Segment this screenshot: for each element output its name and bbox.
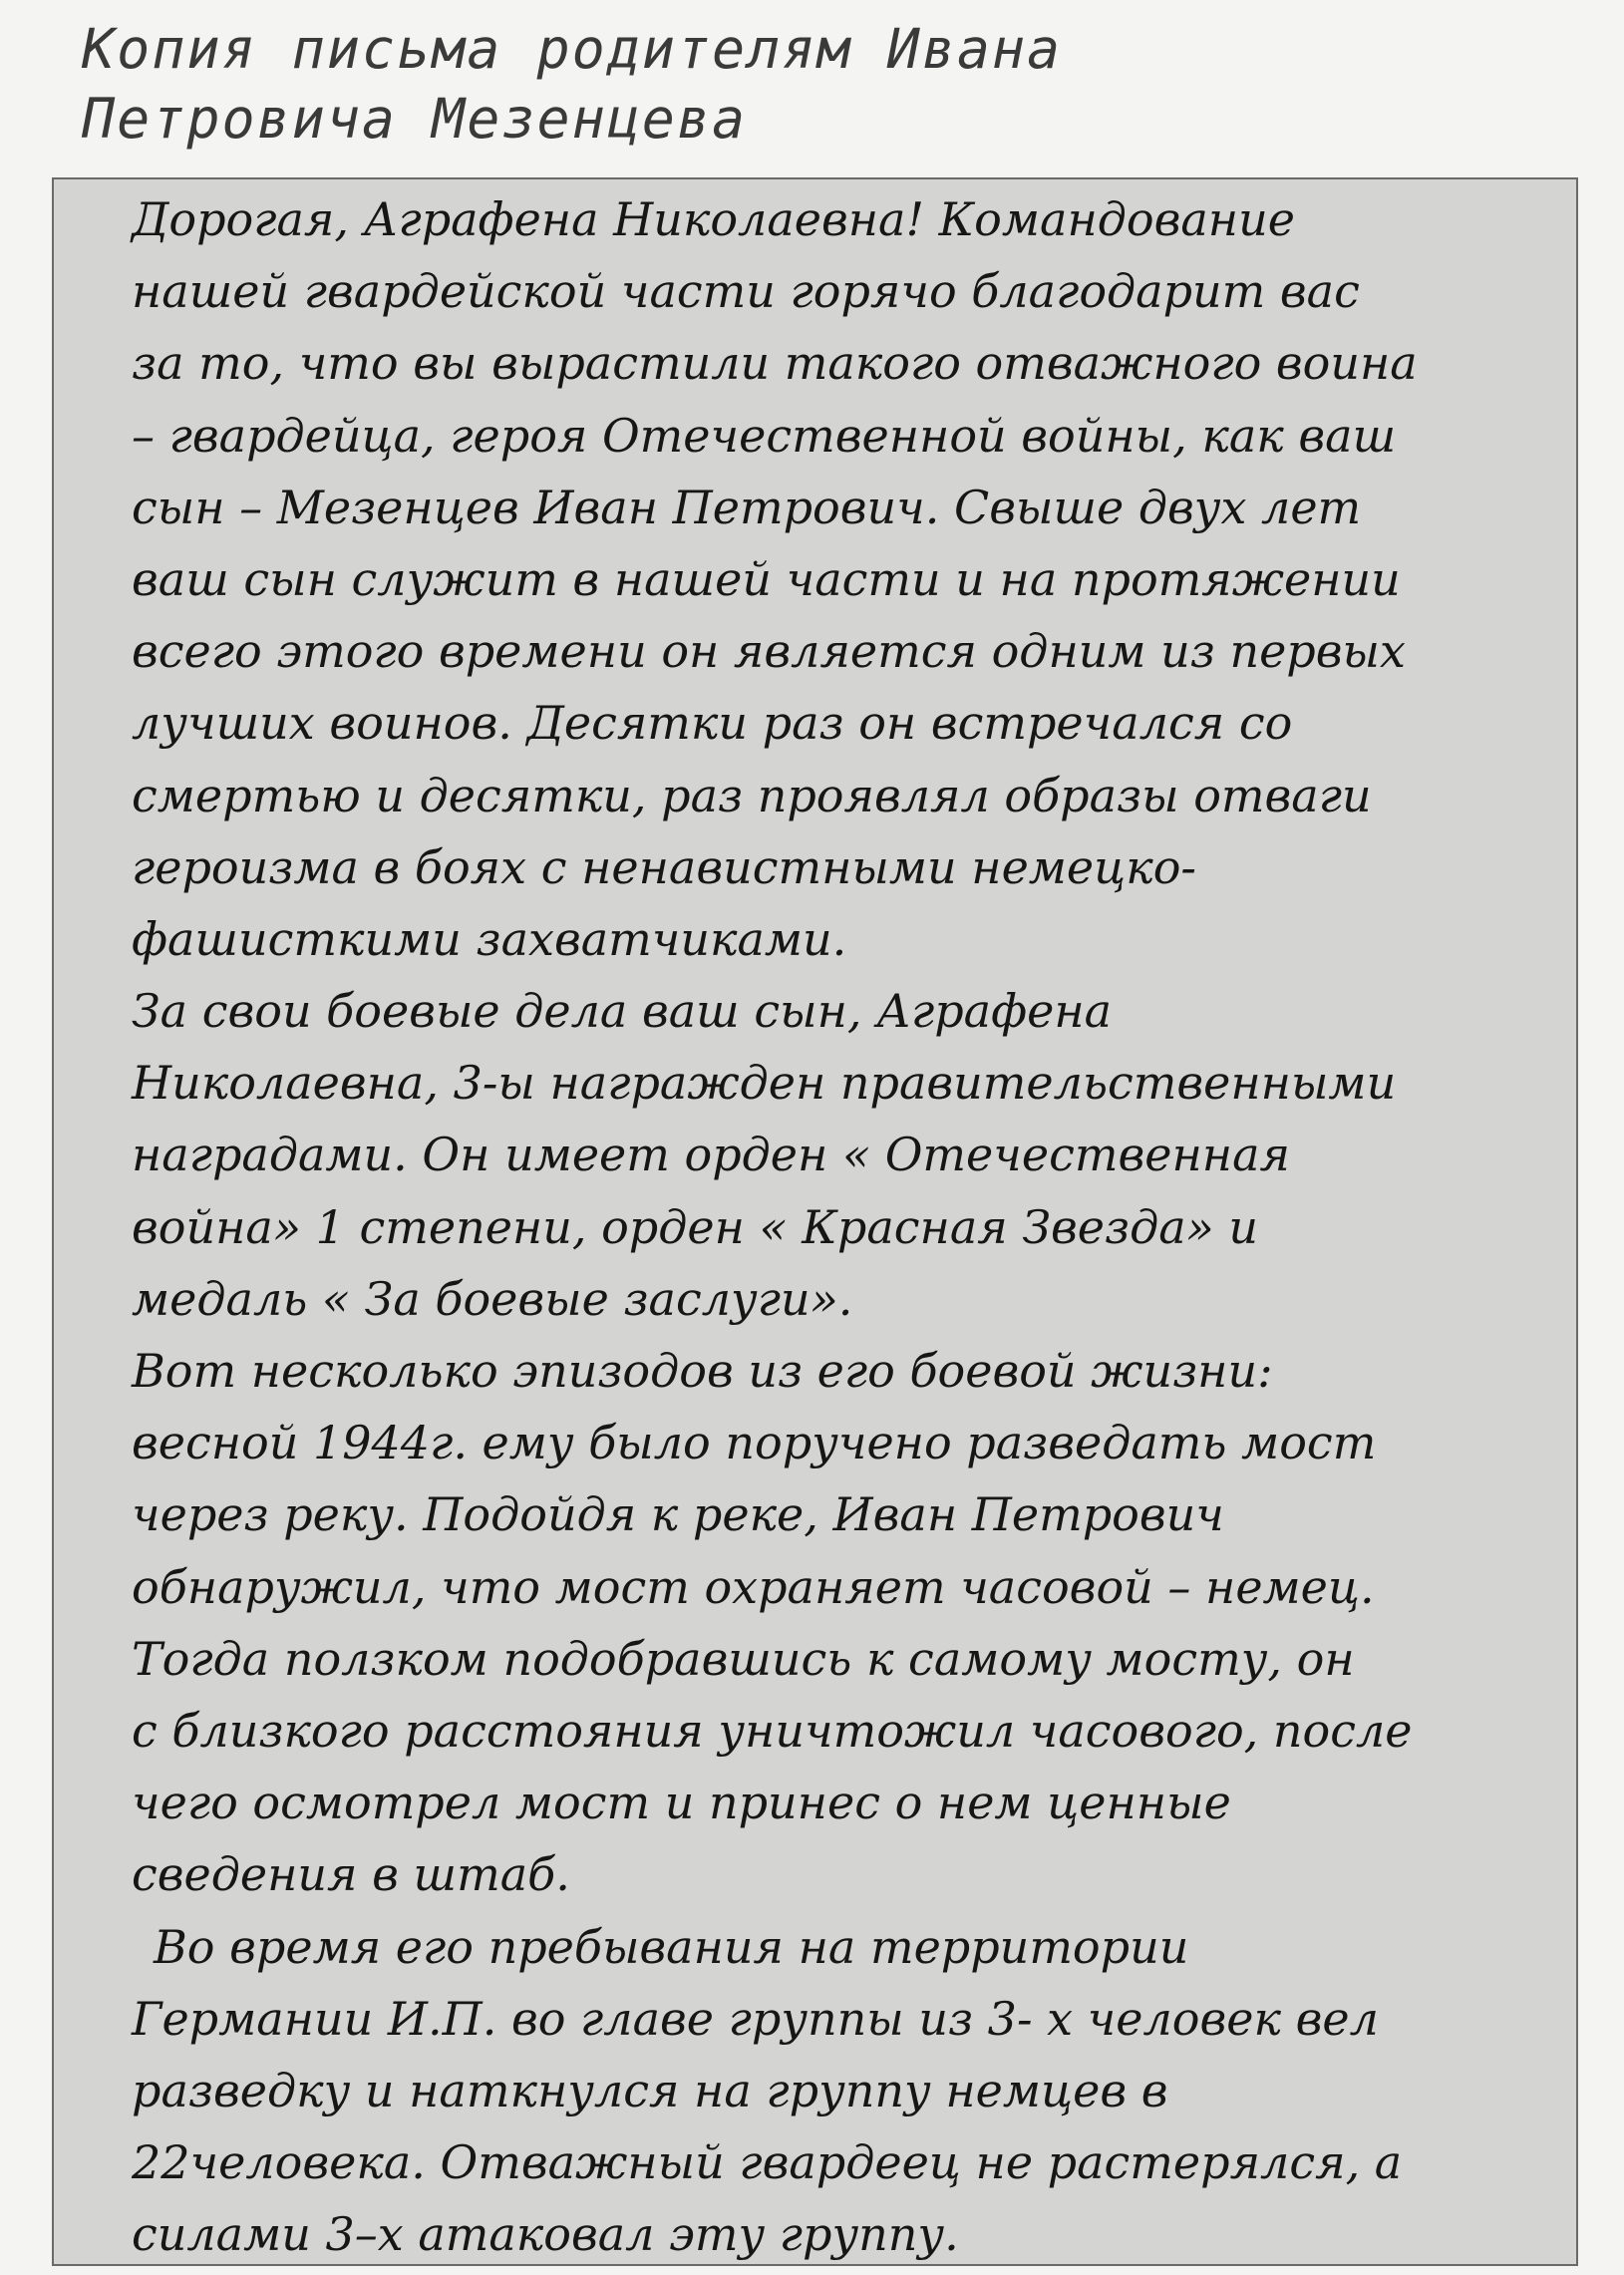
letter-line: через реку. Подойдя к реке, Иван Петрович bbox=[132, 1487, 1224, 1542]
letter-line: с близкого расстояния уничтожил часового, после bbox=[132, 1703, 1413, 1758]
letter-line: за то, что вы вырастили такого отважного воина bbox=[132, 336, 1418, 391]
letter-line: За свои боевые дела ваш сын, Аграфена bbox=[132, 984, 1113, 1039]
letter-line: Тогда ползком подобравшись к самому мосту, он bbox=[132, 1631, 1355, 1686]
letter-line: лучших воинов. Десятки раз он встречался со bbox=[132, 696, 1293, 751]
letter-line: Во время его пребывания на территории bbox=[154, 1919, 1189, 1974]
letter-line: война» 1 степени, орден « Красная Звезда» и bbox=[132, 1199, 1259, 1254]
letter-line: Дорогая, Аграфена Николаевна! Командование bbox=[132, 192, 1295, 246]
letter-line: весной 1944г. ему было поручено разведать мост bbox=[132, 1416, 1377, 1470]
letter-line: медаль « За боевые заслуги». bbox=[132, 1271, 853, 1326]
letter-line: сын – Мезенцев Иван Петрович. Свыше двух лет bbox=[132, 480, 1362, 534]
letter-line: сведения в штаб. bbox=[132, 1847, 570, 1902]
title-line-2: Петровича Мезенцева bbox=[82, 87, 748, 151]
letter-line: чего осмотрел мост и принес о нем ценные bbox=[132, 1776, 1231, 1830]
letter-line: обнаружил, что мост охраняет часовой – немец. bbox=[132, 1559, 1375, 1614]
page-title bbox=[82, 14, 1527, 154]
letter-line: Германии И.П. во главе группы из 3- х человек вел bbox=[132, 1991, 1379, 2046]
letter-line: всего этого времени он является одним из первых bbox=[132, 624, 1406, 679]
letter-text-box bbox=[52, 177, 1578, 2266]
letter-line: наградами. Он имеет орден « Отечественная bbox=[132, 1128, 1290, 1182]
letter-body bbox=[132, 183, 1567, 2266]
letter-line: Николаевна, 3-ы награжден правительственными bbox=[132, 1056, 1397, 1111]
letter-line: ваш сын служит в нашей части и на протяжении bbox=[132, 551, 1401, 606]
letter-line: – гвардейца, героя Отечественной войны, как ваш bbox=[132, 408, 1397, 463]
letter-line: нашей гвардейской части горячо благодарит вас bbox=[132, 264, 1360, 319]
letter-line: 22человека. Отважный гвардеец не растерялся, а bbox=[132, 2135, 1403, 2190]
letter-line: фашисткими захватчиками. bbox=[132, 911, 847, 966]
letter-line: разведку и наткнулся на группу немцев в bbox=[132, 2063, 1168, 2117]
letter-line: героизма в боях с ненавистными немецко- bbox=[132, 839, 1196, 894]
title-line-1: Копия письма родителям Ивана bbox=[82, 17, 1063, 81]
letter-line: Вот несколько эпизодов из его боевой жизни: bbox=[132, 1344, 1273, 1398]
letter-line: смертью и десятки, раз проявлял образы отваги bbox=[132, 768, 1372, 822]
letter-line: силами 3–х атаковал эту группу. bbox=[132, 2207, 959, 2262]
